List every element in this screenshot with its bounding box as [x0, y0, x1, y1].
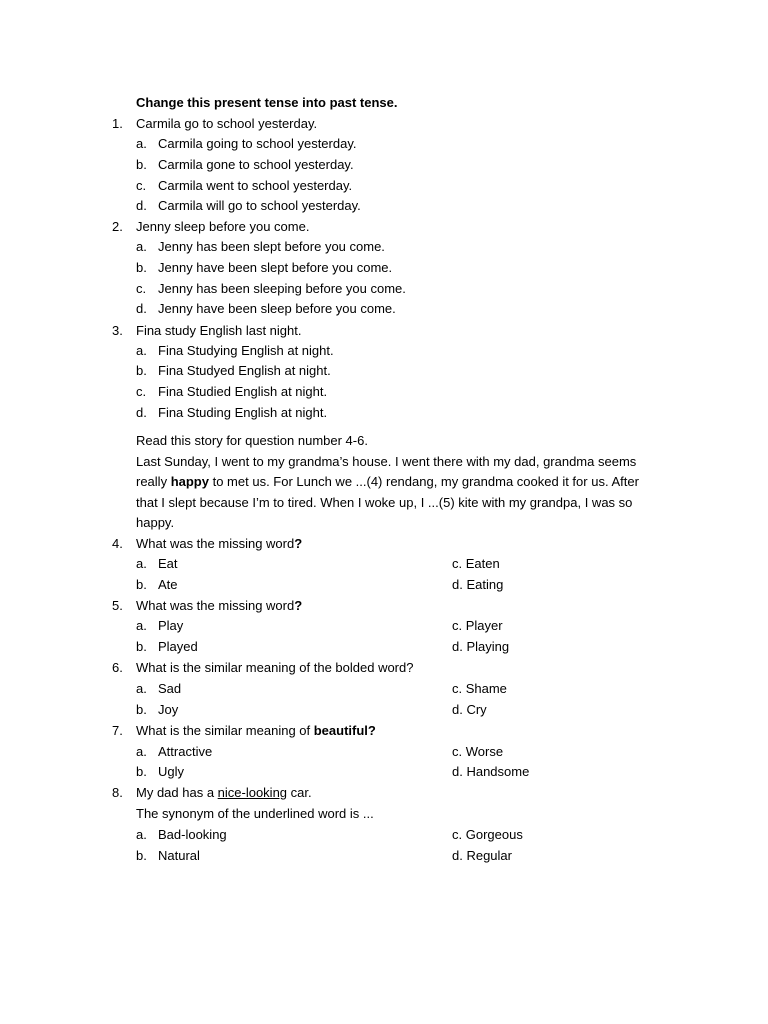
- q8-option-d: d. Regular: [452, 848, 512, 863]
- q8-option-b: Natural: [158, 848, 200, 863]
- q5-text-main: What was the missing word: [136, 598, 295, 613]
- story-line-2-start: really: [136, 474, 171, 489]
- q8-underlined-word: nice-looking: [217, 785, 288, 800]
- q1-letter-c: c.: [136, 178, 147, 193]
- q6-option-a: Sad: [158, 681, 182, 696]
- q7-text-main: What is the similar meaning of: [136, 723, 314, 738]
- q7-text: [136, 722, 376, 740]
- q3-letter-a: a.: [136, 343, 147, 358]
- q2-option-c: Jenny has been sleeping before you come.: [158, 281, 406, 296]
- q6-text: What is the similar meaning of the bolded word?: [136, 660, 414, 675]
- q6-letter-b: b.: [136, 702, 147, 717]
- q6-option-c: c. Shame: [452, 681, 507, 696]
- q3-text: Fina study English last night.: [136, 323, 302, 338]
- q8-letter-b: b.: [136, 848, 147, 863]
- q5-letter-b: b.: [136, 639, 147, 654]
- q6-letter-a: a.: [136, 681, 147, 696]
- q1-letter-a: a.: [136, 136, 147, 151]
- q5-option-b: Played: [158, 639, 198, 654]
- q7-option-c: c. Worse: [452, 744, 504, 759]
- q5-option-d: d. Playing: [452, 639, 510, 654]
- q3-option-c: Fina Studied English at night.: [158, 384, 328, 399]
- instruction-heading: Change this present tense into past tense.: [136, 95, 398, 110]
- q5-text: [136, 597, 302, 615]
- q8-text-end: car.: [287, 785, 312, 800]
- q7-letter-b: b.: [136, 764, 147, 779]
- q4-letter-a: a.: [136, 556, 147, 571]
- story-line-4: happy.: [136, 515, 175, 530]
- q3-letter-d: d.: [136, 405, 147, 420]
- story-bold-word: happy: [170, 474, 209, 489]
- q1-option-c: Carmila went to school yesterday.: [158, 178, 353, 193]
- q6-option-d: d. Cry: [452, 702, 487, 717]
- q4-letter-b: b.: [136, 577, 147, 592]
- q6-option-b: Joy: [158, 702, 179, 717]
- q5-option-c: c. Player: [452, 618, 503, 633]
- q7-option-d: d. Handsome: [452, 764, 530, 779]
- q1-letter-d: d.: [136, 198, 147, 213]
- q8-text: [136, 784, 312, 802]
- q2-number: 2.: [112, 219, 123, 234]
- q1-option-b: Carmila gone to school yesterday.: [158, 157, 354, 172]
- q2-letter-c: c.: [136, 281, 147, 296]
- q4-option-b: Ate: [158, 577, 178, 592]
- q8-number: 8.: [112, 785, 123, 800]
- q5-number: 5.: [112, 598, 123, 613]
- q3-number: 3.: [112, 323, 123, 338]
- q3-letter-c: c.: [136, 384, 147, 399]
- q2-text: Jenny sleep before you come.: [136, 219, 310, 234]
- q7-number: 7.: [112, 723, 123, 738]
- story-intro: Read this story for question number 4-6.: [136, 433, 368, 448]
- q2-option-a: Jenny has been slept before you come.: [158, 239, 385, 254]
- story-line-2-end: to met us. For Lunch we ...(4) rendang, my grandma cooked it for us. After: [208, 474, 639, 489]
- q4-text: [136, 535, 302, 553]
- q4-question-mark: ?: [294, 536, 303, 551]
- q2-option-b: Jenny have been slept before you come.: [158, 260, 393, 275]
- q8-option-c: c. Gorgeous: [452, 827, 523, 842]
- q3-letter-b: b.: [136, 363, 147, 378]
- q2-letter-d: d.: [136, 301, 147, 316]
- q1-letter-b: b.: [136, 157, 147, 172]
- q3-option-b: Fina Studyed English at night.: [158, 363, 331, 378]
- story-line-3: that I slept because I’m to tired. When I woke up, I ...(5) kite with my grandpa, I was so: [136, 495, 633, 510]
- q3-option-d: Fina Studing English at night.: [158, 405, 328, 420]
- q5-letter-a: a.: [136, 618, 147, 633]
- q8-letter-a: a.: [136, 827, 147, 842]
- q2-letter-b: b.: [136, 260, 147, 275]
- q4-text-main: What was the missing word: [136, 536, 295, 551]
- q7-letter-a: a.: [136, 744, 147, 759]
- q5-question-mark: ?: [294, 598, 303, 613]
- story-line-1: Last Sunday, I went to my grandma’s house. I went there with my dad, grandma seems: [136, 454, 637, 469]
- q7-option-a: Attractive: [158, 744, 213, 759]
- q8-text-2: The synonym of the underlined word is ...: [136, 806, 374, 821]
- q4-number: 4.: [112, 536, 123, 551]
- q2-option-d: Jenny have been sleep before you come.: [158, 301, 396, 316]
- q8-text-start: My dad has a: [136, 785, 218, 800]
- q7-option-b: Ugly: [158, 764, 185, 779]
- q7-bold-word: beautiful?: [313, 723, 376, 738]
- q4-option-d: d. Eating: [452, 577, 504, 592]
- story-line-2: [136, 473, 639, 491]
- q6-number: 6.: [112, 660, 123, 675]
- q1-option-d: Carmila will go to school yesterday.: [158, 198, 361, 213]
- q2-letter-a: a.: [136, 239, 147, 254]
- q1-number: 1.: [112, 116, 123, 131]
- q5-option-a: Play: [158, 618, 184, 633]
- q4-option-a: Eat: [158, 556, 178, 571]
- q4-option-c: c. Eaten: [452, 556, 500, 571]
- q8-option-a: Bad-looking: [158, 827, 227, 842]
- q1-option-a: Carmila going to school yesterday.: [158, 136, 357, 151]
- q1-text: Carmila go to school yesterday.: [136, 116, 318, 131]
- q3-option-a: Fina Studying English at night.: [158, 343, 334, 358]
